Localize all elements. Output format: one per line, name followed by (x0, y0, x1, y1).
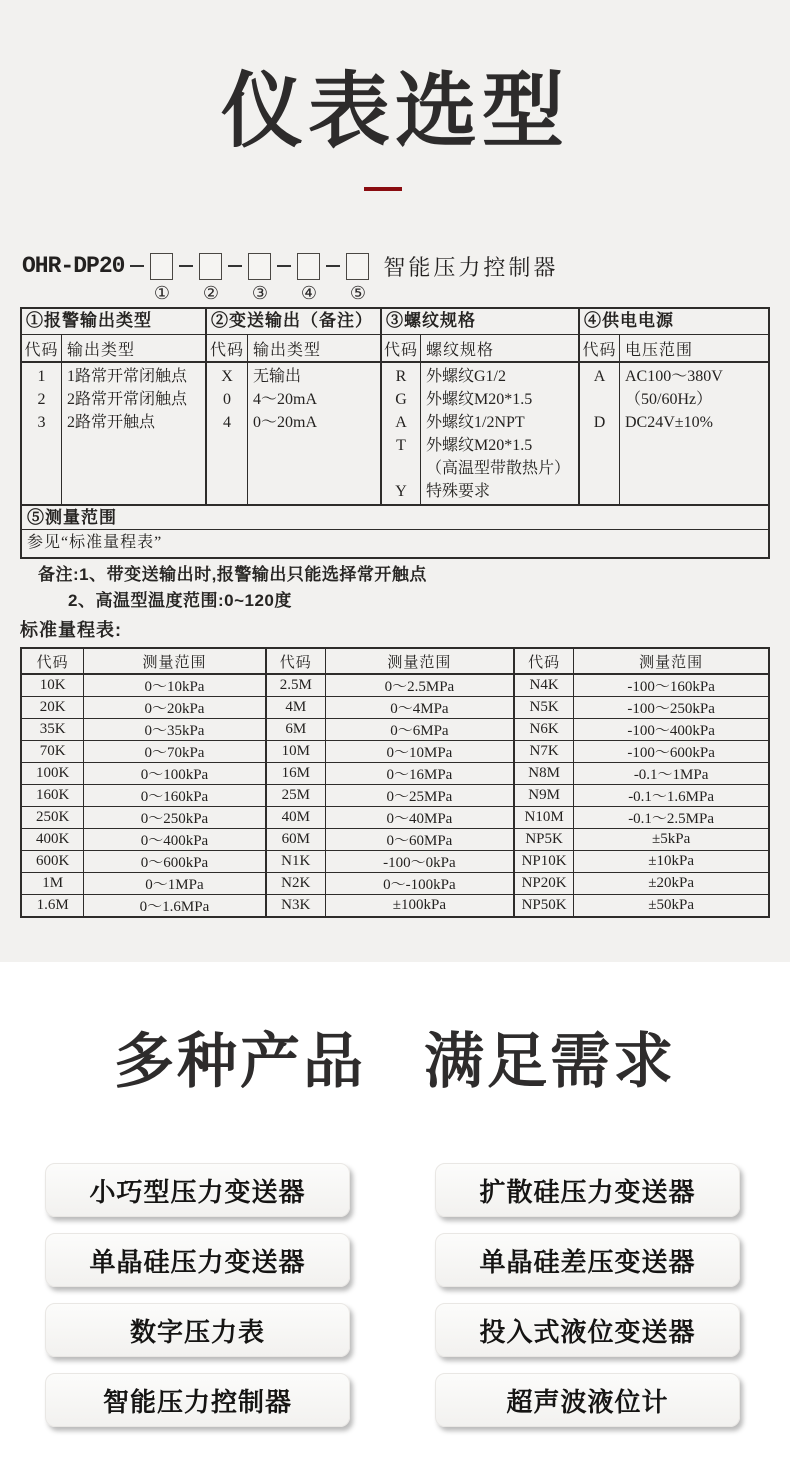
model-position-number: ① (153, 282, 170, 303)
value-cell: 外螺纹1/2NPT (426, 414, 525, 431)
range-value-cell: -100～600kPa (574, 741, 769, 763)
model-code-box (248, 253, 271, 280)
selection-table (20, 307, 770, 559)
model-dash (130, 265, 144, 267)
product-button[interactable]: 单晶硅差压变送器 (435, 1233, 740, 1287)
range-value-cell: 0～100kPa (84, 763, 266, 785)
range-value-cell: 0～70kPa (84, 741, 266, 763)
range-value-cell: ±20kPa (574, 873, 769, 895)
note-line: 备注:1、带变送输出时,报警输出只能选择常开触点 (38, 565, 427, 584)
header-cell: 代码 (514, 648, 574, 674)
section-column-headers (207, 335, 380, 363)
product-button[interactable]: 超声波液位计 (435, 1373, 740, 1427)
model-position-number: ② (202, 282, 219, 303)
range-code-cell: N5K (514, 697, 574, 719)
value-cell: 0～20mA (253, 414, 318, 431)
range-value-cell: 0～35kPa (84, 719, 266, 741)
code-cell: T (396, 437, 406, 454)
code-header: 代码 (382, 335, 421, 361)
range-value-cell: 0～600kPa (84, 851, 266, 873)
value-cell: （50/60Hz） (625, 391, 713, 408)
range-code-cell: 35K (21, 719, 84, 741)
value-column (62, 363, 205, 504)
range-value-cell: -100～160kPa (574, 674, 769, 697)
section-body (207, 363, 380, 504)
model-suffix: 智能压力控制器 (383, 254, 559, 280)
type-header: 螺纹规格 (426, 341, 495, 359)
range-code-cell: 16M (266, 763, 326, 785)
standard-table-row (21, 829, 769, 851)
value-cell: 4～20mA (253, 391, 318, 408)
model-box-slot (199, 253, 222, 303)
value-cell: 外螺纹M20*1.5 (426, 391, 533, 408)
model-dash (326, 265, 340, 267)
range-code-cell: 40M (266, 807, 326, 829)
standard-table-row (21, 785, 769, 807)
products-heading-left: 多种产品 (114, 1028, 366, 1095)
range-value-cell: ±100kPa (325, 895, 514, 918)
products-heading-right: 满足需求 (424, 1028, 676, 1095)
range-code-cell: 600K (21, 851, 84, 873)
range-code-cell: N10M (514, 807, 574, 829)
range-code-cell: 60M (266, 829, 326, 851)
type-header: 输出类型 (253, 341, 322, 359)
notes-block (38, 562, 427, 614)
section-title: ③螺纹规格 (382, 309, 578, 335)
range-value-cell: 0～16MPa (325, 763, 514, 785)
value-column (620, 363, 768, 504)
range-code-cell: N8M (514, 763, 574, 785)
range-section-title: ⑤测量范围 (22, 504, 768, 529)
range-code-cell: 250K (21, 807, 84, 829)
range-value-cell: 0～6MPa (325, 719, 514, 741)
range-value-cell: 0～1MPa (84, 873, 266, 895)
header-cell: 代码 (266, 648, 326, 674)
model-boxes (124, 253, 369, 303)
standard-table-row (21, 741, 769, 763)
standard-table-row (21, 719, 769, 741)
section-body (580, 363, 768, 504)
standard-table-label: 标准量程表: (20, 620, 122, 640)
model-dash (228, 265, 242, 267)
range-code-cell: N1K (266, 851, 326, 873)
value-cell: 特殊要求 (426, 483, 491, 500)
header-cell: 测量范围 (574, 648, 769, 674)
range-code-cell: N4K (514, 674, 574, 697)
standard-table-row (21, 873, 769, 895)
range-code-cell: 4M (266, 697, 326, 719)
range-code-cell: N2K (266, 873, 326, 895)
selection-table-sections (22, 309, 768, 504)
model-dash (277, 265, 291, 267)
code-column (580, 363, 620, 504)
code-column (22, 363, 62, 504)
value-column (421, 363, 578, 504)
standard-table-row (21, 895, 769, 918)
range-value-cell: ±50kPa (574, 895, 769, 918)
selection-section (207, 309, 382, 504)
range-code-cell: 400K (21, 829, 84, 851)
range-section-value: 参见“标准量程表” (22, 529, 768, 557)
range-value-cell: -100～0kPa (325, 851, 514, 873)
standard-table-header-row (21, 648, 769, 674)
product-button[interactable]: 投入式液位变送器 (435, 1303, 740, 1357)
code-column (207, 363, 248, 504)
section-title: ④供电电源 (580, 309, 768, 335)
range-code-cell: NP20K (514, 873, 574, 895)
product-button-grid (45, 1163, 740, 1427)
range-code-cell: N7K (514, 741, 574, 763)
model-code-box (297, 253, 320, 280)
section-body (22, 363, 205, 504)
code-cell: 3 (37, 414, 46, 431)
code-header: 代码 (22, 335, 62, 361)
range-value-cell: 0～10MPa (325, 741, 514, 763)
standard-range-table (20, 647, 770, 918)
model-box-slot (297, 253, 320, 303)
model-position-number: ⑤ (349, 282, 366, 303)
range-code-cell: NP10K (514, 851, 574, 873)
value-cell: 2路常开触点 (67, 414, 156, 431)
value-cell: 外螺纹G1/2 (426, 368, 507, 385)
code-column (382, 363, 421, 504)
range-value-cell: -100～250kPa (574, 697, 769, 719)
range-value-cell: ±5kPa (574, 829, 769, 851)
section-title: ②变送输出（备注） (207, 309, 380, 335)
value-cell: 无输出 (253, 368, 302, 385)
code-cell: 0 (223, 391, 231, 408)
model-code-line (22, 250, 559, 303)
product-button[interactable]: 数字压力表 (45, 1303, 350, 1357)
model-position-number: ④ (300, 282, 317, 303)
value-cell: 2路常开常闭触点 (67, 391, 188, 408)
header-cell: 测量范围 (325, 648, 514, 674)
range-value-cell: -0.1～1MPa (574, 763, 769, 785)
code-cell: 4 (223, 414, 231, 431)
code-cell: 1 (37, 368, 46, 385)
selection-section (580, 309, 768, 504)
code-cell: 2 (37, 391, 46, 408)
range-code-cell: NP5K (514, 829, 574, 851)
selection-section (382, 309, 580, 504)
model-box-slot (346, 253, 369, 303)
section-column-headers (22, 335, 205, 363)
range-value-cell: -0.1～2.5MPa (574, 807, 769, 829)
model-box-slot (248, 253, 271, 303)
products-heading (0, 1014, 790, 1100)
page-title: 仪表选型 (220, 66, 569, 157)
code-cell (382, 457, 420, 480)
code-header: 代码 (580, 335, 620, 361)
standard-table-row (21, 807, 769, 829)
header-cell: 代码 (21, 648, 84, 674)
product-button[interactable]: 小巧型压力变送器 (45, 1163, 350, 1217)
range-code-cell: 10K (21, 674, 84, 697)
standard-table-row (21, 763, 769, 785)
range-value-cell: 0～2.5MPa (325, 674, 514, 697)
range-code-cell: 1M (21, 873, 84, 895)
standard-table-row (21, 697, 769, 719)
range-code-cell: 100K (21, 763, 84, 785)
range-value-cell: ±10kPa (574, 851, 769, 873)
range-value-cell: 0～10kPa (84, 674, 266, 697)
code-cell: Y (395, 483, 407, 500)
range-value-cell: 0～40MPa (325, 807, 514, 829)
range-code-cell: 25M (266, 785, 326, 807)
range-code-cell: 6M (266, 719, 326, 741)
range-value-cell: 0～60MPa (325, 829, 514, 851)
value-cell: DC24V±10% (625, 414, 713, 431)
code-cell: A (395, 414, 407, 431)
range-code-cell: 160K (21, 785, 84, 807)
value-column (248, 363, 380, 504)
model-code-box (150, 253, 173, 280)
range-code-cell: N9M (514, 785, 574, 807)
code-cell: D (593, 414, 606, 431)
range-value-cell: -0.1～1.6MPa (574, 785, 769, 807)
type-header: 输出类型 (67, 341, 136, 359)
range-code-cell: NP50K (514, 895, 574, 918)
standard-table-row (21, 851, 769, 873)
range-code-cell: 20K (21, 697, 84, 719)
value-cell: AC100～380V (625, 368, 723, 385)
selection-section (22, 309, 207, 504)
range-value-cell: 0～4MPa (325, 697, 514, 719)
code-cell: R (395, 368, 407, 385)
type-header: 电压范围 (625, 341, 694, 359)
range-value-cell: 0～20kPa (84, 697, 266, 719)
standard-table-row (21, 674, 769, 697)
range-code-cell: 1.6M (21, 895, 84, 918)
code-cell (580, 388, 619, 411)
value-cell: 外螺纹M20*1.5 (426, 437, 533, 454)
range-code-cell: N3K (266, 895, 326, 918)
range-code-cell: 70K (21, 741, 84, 763)
range-code-cell: 2.5M (266, 674, 326, 697)
code-cell: X (221, 368, 233, 385)
range-code-cell: 10M (266, 741, 326, 763)
accent-divider (364, 187, 402, 191)
header-cell: 测量范围 (84, 648, 266, 674)
note-line: 2、高温型温度范围:0~120度 (68, 591, 292, 610)
section-column-headers (382, 335, 578, 363)
range-value-cell: -100～400kPa (574, 719, 769, 741)
product-button[interactable]: 智能压力控制器 (45, 1373, 350, 1427)
code-header: 代码 (207, 335, 248, 361)
model-code-box (346, 253, 369, 280)
product-button[interactable]: 扩散硅压力变送器 (435, 1163, 740, 1217)
model-dash (179, 265, 193, 267)
model-prefix: OHR-DP20 (22, 253, 125, 279)
range-value-cell: 0～1.6MPa (84, 895, 266, 918)
range-value-cell: 0～25MPa (325, 785, 514, 807)
model-position-number: ③ (251, 282, 268, 303)
model-code-box (199, 253, 222, 280)
range-value-cell: 0～-100kPa (325, 873, 514, 895)
range-value-cell: 0～250kPa (84, 807, 266, 829)
code-cell: G (395, 391, 407, 408)
value-cell: （高温型带散热片） (426, 460, 571, 477)
section-column-headers (580, 335, 768, 363)
section-body (382, 363, 578, 504)
range-value-cell: 0～400kPa (84, 829, 266, 851)
range-code-cell: N6K (514, 719, 574, 741)
value-cell: 1路常开常闭触点 (67, 368, 188, 385)
product-button[interactable]: 单晶硅压力变送器 (45, 1233, 350, 1287)
range-value-cell: 0～160kPa (84, 785, 266, 807)
section-title: ①报警输出类型 (22, 309, 205, 335)
code-cell: A (593, 368, 606, 385)
model-box-slot (150, 253, 173, 303)
